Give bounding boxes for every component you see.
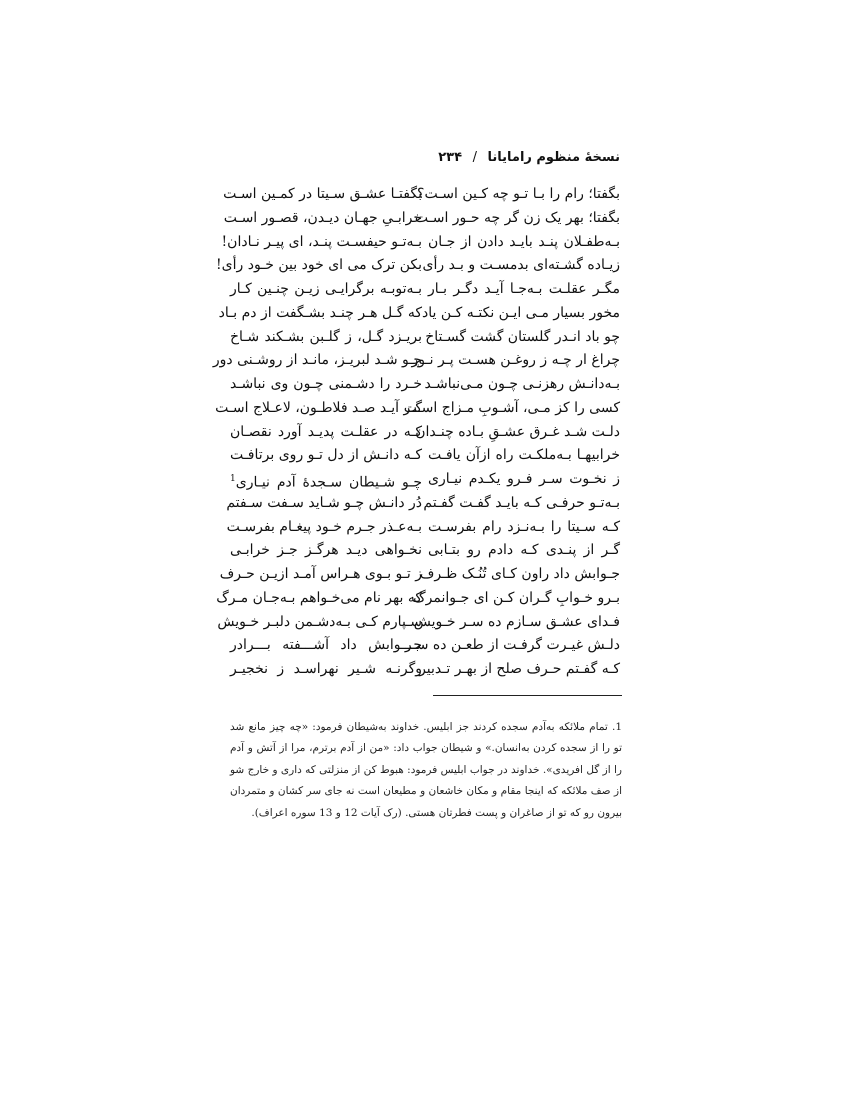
verse-line: گـر از پنـدی کـه دادم رو بتـابی [428, 542, 620, 559]
verse-text: چـو شـیطان سـجدهٔ آدم نیـاری [235, 474, 422, 491]
verse-line: فـدای عشـق سـازم ده سـر خـویش [413, 613, 620, 630]
verse-line: کـه دانـش از دل تـو روی برتافـت [229, 447, 422, 464]
verse-line: کـه در عقلـت پدیـد آورد نقصـان [230, 423, 422, 440]
verse-line: چـو شـد لبریـز، مانـد از روشـنی دور [212, 352, 422, 369]
verse-line: بکن ترک می ای خود بین خـود رأی! [216, 257, 422, 274]
verse-line: خرابـیِ جهـان دیـدن، قصـور اسـت [223, 209, 422, 226]
verse-line: بـه‌تـو حیفسـت پنـد، ای پیـر نـادان! [221, 233, 422, 250]
verse-line: مگـر عقلـت بـه‌جـا آیـد دگـر بـار [428, 281, 620, 297]
verse-line: نخـواهی دیـد هرگـز جـز خرابـی [230, 542, 422, 559]
verse-line: جـوابش داد راون کـای تُنُـک ظـرف [419, 566, 620, 582]
verse-column-right [403, 183, 620, 682]
verse-line: ز نخـوت سـر فـرو یکـدم نیـاری [428, 471, 620, 487]
verse-line: بـه‌طفـلان پنـد بایـد دادن از جـان [428, 233, 620, 250]
page-number: ۲۳۴ [438, 150, 463, 165]
verse-line: بگفتـا عشـق سـیتا در کمـین اسـت [223, 186, 422, 202]
verse-line: که گـل هـر چنـد بشـگفت از دم بـاد [218, 304, 422, 321]
verse-line: بریـزد گـل، ز گلـبن بشـکند شـاخ [230, 328, 422, 345]
verse-line: بگفتا؛ رام را بـا تـو چه کـین اسـت؟ [417, 186, 620, 202]
verse-line: که بهر نام می‌خـواهم بـه‌جـان مـرگ [216, 589, 422, 606]
verse-line: سـپارم کـی بـه‌دشـمن دلبـر خـویش [217, 613, 422, 630]
verse-line: ز تـو بـوی هـراس آمـد ازیـن حـرف [219, 566, 422, 582]
verse-line: بـه‌تـو حرفـی کـه بایـد گفـت گفـتم [423, 494, 620, 511]
verse-line: مخور بسیار مـی ایـن نکتـه کـن یاد [422, 304, 620, 321]
footnote-divider [433, 695, 622, 696]
verse-line: وگرنـه شـیر نهراسـد ز نخجیـر [230, 661, 422, 677]
verse-column-left [212, 183, 422, 682]
verse-line: خـرد را دشـمنی چـون وی نباشـد [230, 376, 422, 392]
verse-line: بـه‌عـذر جـرم خـود پیغـام بفرسـت [226, 518, 422, 535]
verse-line-with-footnote [230, 468, 422, 492]
verse-line: دلـش غیـرت گرفـت از طعـن ده سـر [404, 637, 620, 654]
verse-line: دلـت شـد غـرق عشـقِ بـاده چنـدان [415, 423, 620, 440]
verse-line: بگفتا؛ بهر یک زن گر چه حـور اسـت [414, 209, 620, 226]
header-separator: / [472, 150, 477, 165]
verse-line: بـه‌دانـش رهزنـی چـون مـی‌نباشـد [424, 376, 620, 392]
verse-line: چو باد انـدر گلستان گشت گسـتاخ [425, 328, 620, 345]
verse-line: کسی را کز مـی، آشـوبِ مـزاج اسـت [403, 399, 620, 416]
verse-line: بـه‌توبـه برگرایـی زیـن چنـین کـار [230, 281, 422, 297]
verse-line: خرابیهـا بـه‌ملکـت راه ازآن یافـت [428, 447, 620, 464]
verse-line: گـر آیـد صـد فلاطـون، لاعـلاج اسـت [215, 399, 422, 416]
verse-line: کـه سـیتا را بـه‌نـزد رام بفرسـت [428, 518, 620, 535]
footnote-text: 1. تمام ملائکه به‌آدم سجده کردند جز ابلیس. خداوند به‌شیطان فرمود: «چه چیز مانع شد تو را از سجده کردن به‌انسان.» و شیطان جواب داد: «من از آدم برترم، مرا از آتش و آدم را از گل افریدی». خداوند در جواب ابلیس فرمود: هبوط کن از منزلتی که داری و خارج شو از صف ملائکه که اینجا مقام و مکان خاشعان و مطیعان است نه جای سر کشان و متمردان بیرون رو که تو از صاغران و پست فطرتان هستی. (رک آیات 12 و 13 سوره اعراف). [230, 720, 622, 819]
book-title: نسخهٔ منظوم رامایانا [487, 150, 620, 165]
footnote-marker: 1 [230, 474, 236, 484]
verse-line: چراغ ار چـه ز روغـن هسـت پـر نـور [411, 352, 620, 369]
verse-line: جـــوابش داد آشـــفته بـــرادر [230, 637, 422, 654]
verse-line: دُر دانـش چـو شـاید سـفت سـفتم [226, 494, 422, 511]
verse-line: بـرو خـوابِ گـران کـن ای جـوانمرگ [413, 589, 620, 606]
verse-line: زیـاده گشـته‌ای بدمسـت و بـد رأی [422, 257, 620, 274]
verse-line: کـه گفـتم حـرف صلح از بهـر تـدبیر [419, 661, 620, 677]
running-header [420, 150, 620, 165]
